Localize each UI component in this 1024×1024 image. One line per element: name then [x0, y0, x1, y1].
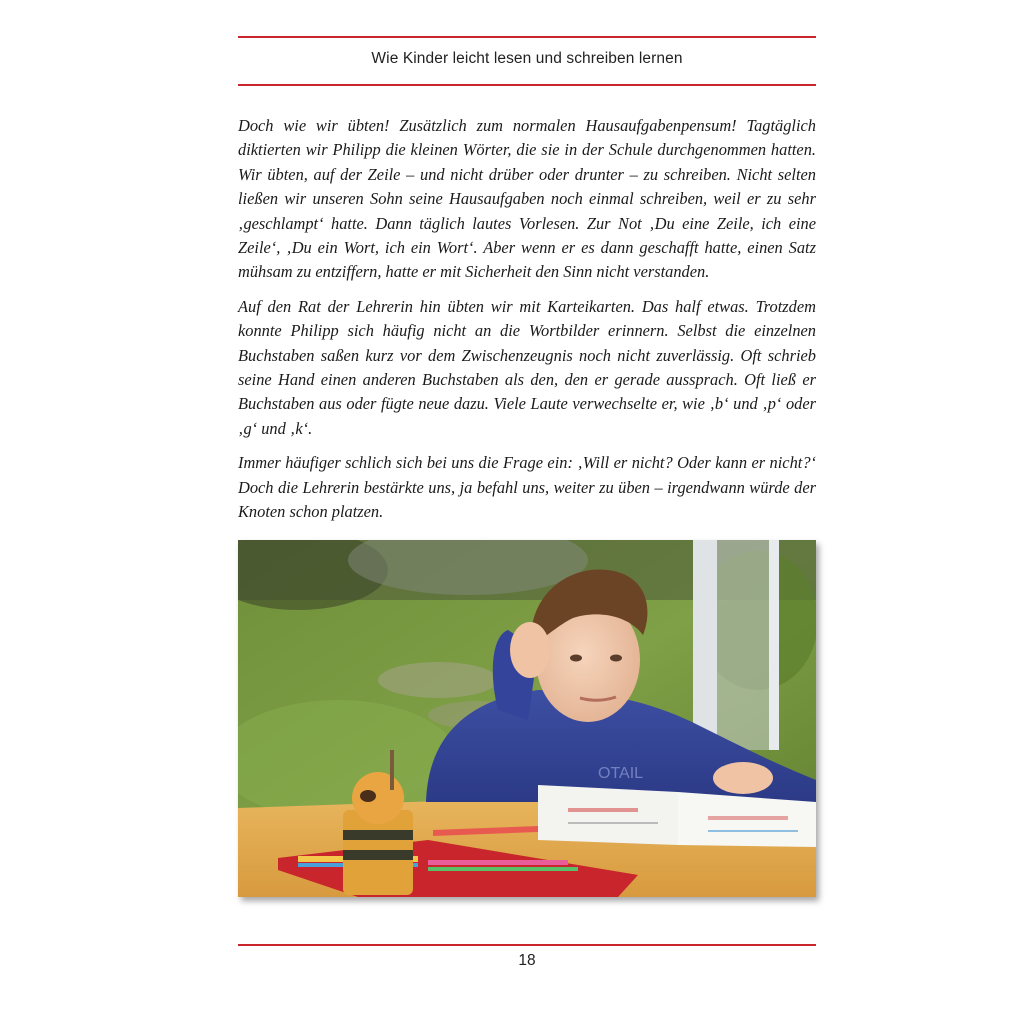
header-rule-bottom: [238, 84, 816, 86]
header-rule-top: [238, 36, 816, 38]
paragraph-1: Doch wie wir übten! Zusätzlich zum normalen Hausaufgabenpensum! Tagtäglich diktierten wir Philipp die kleinen Wörter, die sie in der Schule durchgenommen hatten. Wir übten, auf der Zeile – und nicht drüber oder drunter – zu schreiben. Nicht selten ließen wir unseren Sohn seine Hausaufgaben noch einmal schreiben, weil er zu sehr ‚geschlampt‘ hatte. Dann täglich lautes Vorlesen. Zur Not ‚Du eine Zeile, ich eine Zeile‘, ‚Du ein Wort, ich ein Wort‘. Aber wenn er es dann geschafft hatte, einen Satz mühsam zu entziffern, hatte er mit Sicherheit den Sinn nicht verstanden.: [238, 116, 816, 282]
paragraph-3: Immer häufiger schlich sich bei uns die Frage ein: ‚Will er nicht? Oder kann er nicht?‘ Doch die Lehrerin bestärkte uns, ja befahl uns, weiter zu üben – irgendwann würde der Knoten schon platzen.: [238, 453, 816, 522]
hoodie-print: OTAIL: [598, 765, 644, 782]
footer-rule: [238, 944, 816, 946]
page-number: 18: [518, 952, 536, 969]
paragraph-2: Auf den Rat der Lehrerin hin übten wir mit Karteikarten. Das half etwas. Trotzdem konnte Philipp sich häufig nicht an die Wortbilder erinnern. Selbst die einzelnen Buchstaben saßen kurz vor dem Zwischenzeugnis noch nicht zuverlässig. Oft schrieb seine Hand einen anderen Buchstaben als den, den er gerade aussprach. Oft ließ er Buchstaben aus oder fügte neue dazu. Viele Laute verwechselte er, wie ‚b‘ und ‚p‘ oder ‚g‘ und ‚k‘.: [238, 296, 816, 438]
body-text: [238, 114, 816, 535]
running-head-title: Wie Kinder leicht lesen und schreiben lernen: [371, 50, 683, 67]
photo-boy-doing-homework: [238, 540, 816, 897]
